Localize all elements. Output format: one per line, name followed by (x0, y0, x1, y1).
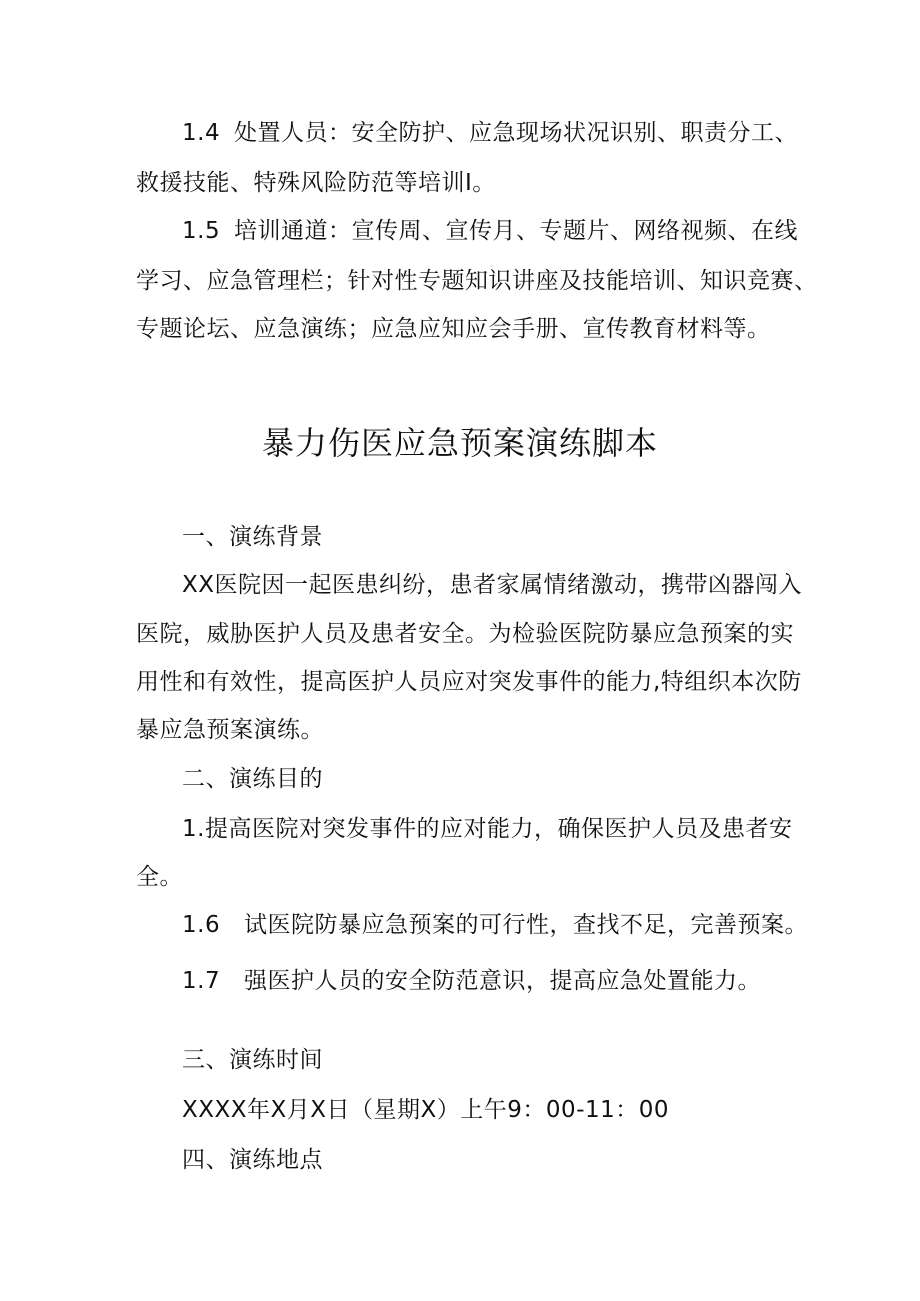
item-1-6-number: 1.6 (182, 912, 221, 938)
background-line-1: XX医院因一起医患纠纷，患者家属情绪激动，携带凶器闯入 (182, 572, 803, 598)
background-heading: 一、演练背景 (182, 524, 323, 550)
document-title: 暴力伤医应急预案演练脚本 (261, 424, 658, 462)
purpose-item-1-line-1: 1.提高医院对突发事件的应对能力，确保医护人员及患者安 (182, 816, 793, 842)
item-1-7-number: 1.7 (182, 968, 221, 994)
time-heading: 三、演练时间 (182, 1047, 323, 1073)
item-1-5-line-3: 专题论坛、应急演练；应急应知应会手册、宣传教育材料等。 (136, 316, 771, 342)
purpose-item-1-6 (182, 910, 808, 940)
item-1-4-text: 处置人员：安全防护、应急现场状况识别、职责分工、 (234, 120, 798, 146)
item-1-5-line-1 (182, 216, 798, 246)
item-1-6-text: 试医院防暴应急预案的可行性，查找不足，完善预案。 (244, 912, 808, 938)
item-1-7-text: 强医护人员的安全防范意识，提高应急处置能力。 (244, 968, 761, 994)
background-line-2: 医院，威胁医护人员及患者安全。为检验医院防暴应急预案的实 (136, 621, 794, 647)
item-1-5-line-2: 学习、应急管理栏；针对性专题知识讲座及技能培训、知识竞赛、 (136, 268, 818, 294)
location-heading: 四、演练地点 (182, 1147, 323, 1173)
background-line-4: 暴应急预案演练。 (136, 717, 324, 743)
item-1-4-number: 1.4 (182, 120, 221, 146)
item-1-4-line-1 (182, 118, 798, 148)
time-value: XXXX年X月X日（星期X）上午9：00-11：00 (182, 1097, 670, 1123)
purpose-heading: 二、演练目的 (182, 766, 323, 792)
item-1-4-line-2: 救援技能、特殊风险防范等培训I。 (136, 170, 496, 196)
background-line-3: 用性和有效性，提高医护人员应对突发事件的能力,特组织本次防 (136, 669, 802, 695)
purpose-item-1-7 (182, 966, 761, 996)
item-1-5-number: 1.5 (182, 218, 221, 244)
item-1-5-text: 培训通道：宣传周、宣传月、专题片、网络视频、在线 (234, 218, 798, 244)
purpose-item-1-line-2: 全。 (136, 864, 183, 890)
